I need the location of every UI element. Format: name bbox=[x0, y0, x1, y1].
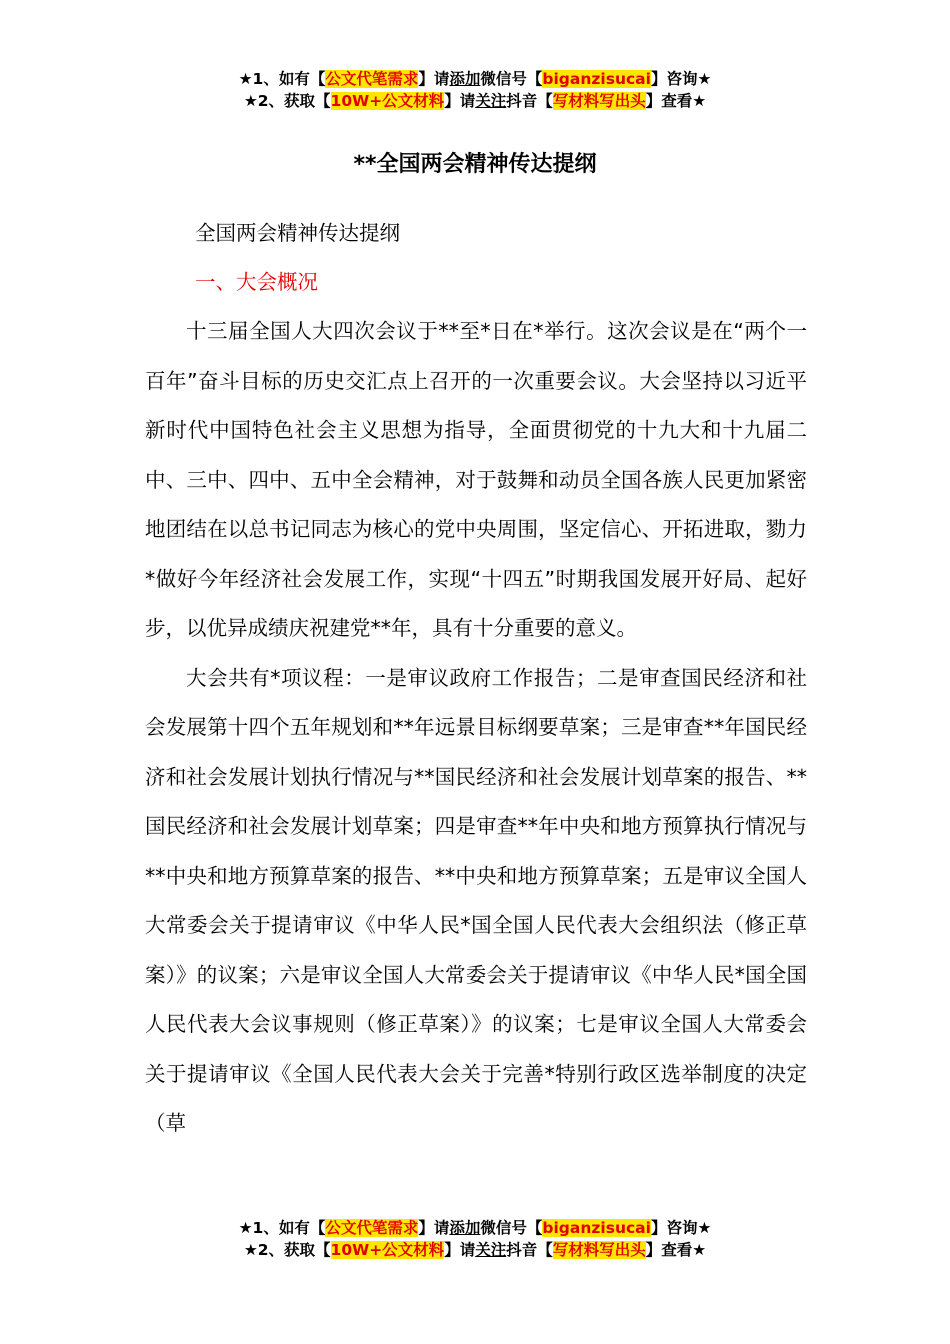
body-paragraph: 十三届全国人大四次会议于**至*日在*举行。这次会议是在“两个一百年”奋斗目标的历史交汇点上召开的一次重要会议。大会坚持以习近平新时代中国特色社会主义思想为指导，全面贯彻党的十九大和十九届二中、三中、四中、五中全会精神，对于鼓舞和动员全国各族人民更加紧密地团结在以总书记同志为核心的党中央周围，坚定信心、开拓进取，勠力*做好今年经济社会发展工作，实现“十四五”时期我国发展开好局、起好步，以优异成绩庆祝建党**年，具有十分重要的意义。 bbox=[145, 319, 807, 640]
document-body bbox=[145, 307, 807, 1207]
section-heading: 一、大会概况 bbox=[195, 270, 318, 294]
promo-wechat-id: biganzisucai bbox=[542, 70, 651, 88]
promo-underline: 关注 bbox=[475, 92, 507, 110]
promo-line-2 bbox=[0, 90, 950, 112]
promo-underline: 添加 bbox=[449, 70, 481, 88]
promo-underline: 添加 bbox=[449, 1219, 481, 1237]
document-subtitle: 全国两会精神传达提纲 bbox=[195, 221, 400, 245]
document-title: **全国两会精神传达提纲 bbox=[353, 152, 597, 177]
promo-line-1 bbox=[0, 1217, 950, 1239]
promo-highlight: 公文代笔需求 bbox=[325, 70, 419, 88]
promo-text: 】查看★ bbox=[645, 1241, 707, 1259]
promo-text: ★2、获取【 bbox=[243, 92, 331, 110]
promo-text: 】请 bbox=[418, 70, 450, 88]
promo-wechat-id: biganzisucai bbox=[542, 1219, 651, 1237]
promo-highlight: 公文代笔需求 bbox=[325, 1219, 419, 1237]
promo-line-2 bbox=[0, 1239, 950, 1261]
promo-text: 】咨询★ bbox=[650, 70, 712, 88]
promo-douyin-id: 写材料写出头 bbox=[552, 1241, 646, 1259]
promo-text: 】请 bbox=[444, 1241, 476, 1259]
footer-promo-banner bbox=[0, 1217, 950, 1261]
promo-text: 抖音【 bbox=[506, 92, 553, 110]
promo-highlight: 10W+公文材料 bbox=[330, 92, 445, 110]
header-promo-banner bbox=[0, 68, 950, 112]
body-paragraph: 大会共有*项议程：一是审议政府工作报告；二是审查国民经济和社会发展第十四个五年规划和**年远景目标纲要草案；三是审查**年国民经济和社会发展计划执行情况与**国民经济和社会发展计划草案的报告、**国民经济和社会发展计划草案；四是审查**年中央和地方预算执行情况与**中央和地方预算草案的报告、**中央和地方预算草案；五是审议全国人大常委会关于提请审议《中华人民*国全国人民代表大会组织法（修正草案）》的议案；六是审议全国人大常委会关于提请审议《中华人民*国全国人民代表大会议事规则（修正草案）》的议案；七是审议全国人大常委会关于提请审议《全国人民代表大会关于完善*特别行政区选举制度的决定（草 bbox=[145, 665, 807, 1135]
promo-text: 微信号【 bbox=[480, 1219, 543, 1237]
promo-text: ★1、如有【 bbox=[238, 70, 326, 88]
promo-douyin-id: 写材料写出头 bbox=[552, 92, 646, 110]
promo-text: 】咨询★ bbox=[650, 1219, 712, 1237]
promo-text: 】请 bbox=[418, 1219, 450, 1237]
promo-underline: 关注 bbox=[475, 1241, 507, 1259]
promo-text: 微信号【 bbox=[480, 70, 543, 88]
promo-text: 】查看★ bbox=[645, 92, 707, 110]
promo-text: 抖音【 bbox=[506, 1241, 553, 1259]
promo-text: ★2、获取【 bbox=[243, 1241, 331, 1259]
promo-highlight: 10W+公文材料 bbox=[330, 1241, 445, 1259]
promo-text: 】请 bbox=[444, 92, 476, 110]
promo-text: ★1、如有【 bbox=[238, 1219, 326, 1237]
promo-line-1 bbox=[0, 68, 950, 90]
